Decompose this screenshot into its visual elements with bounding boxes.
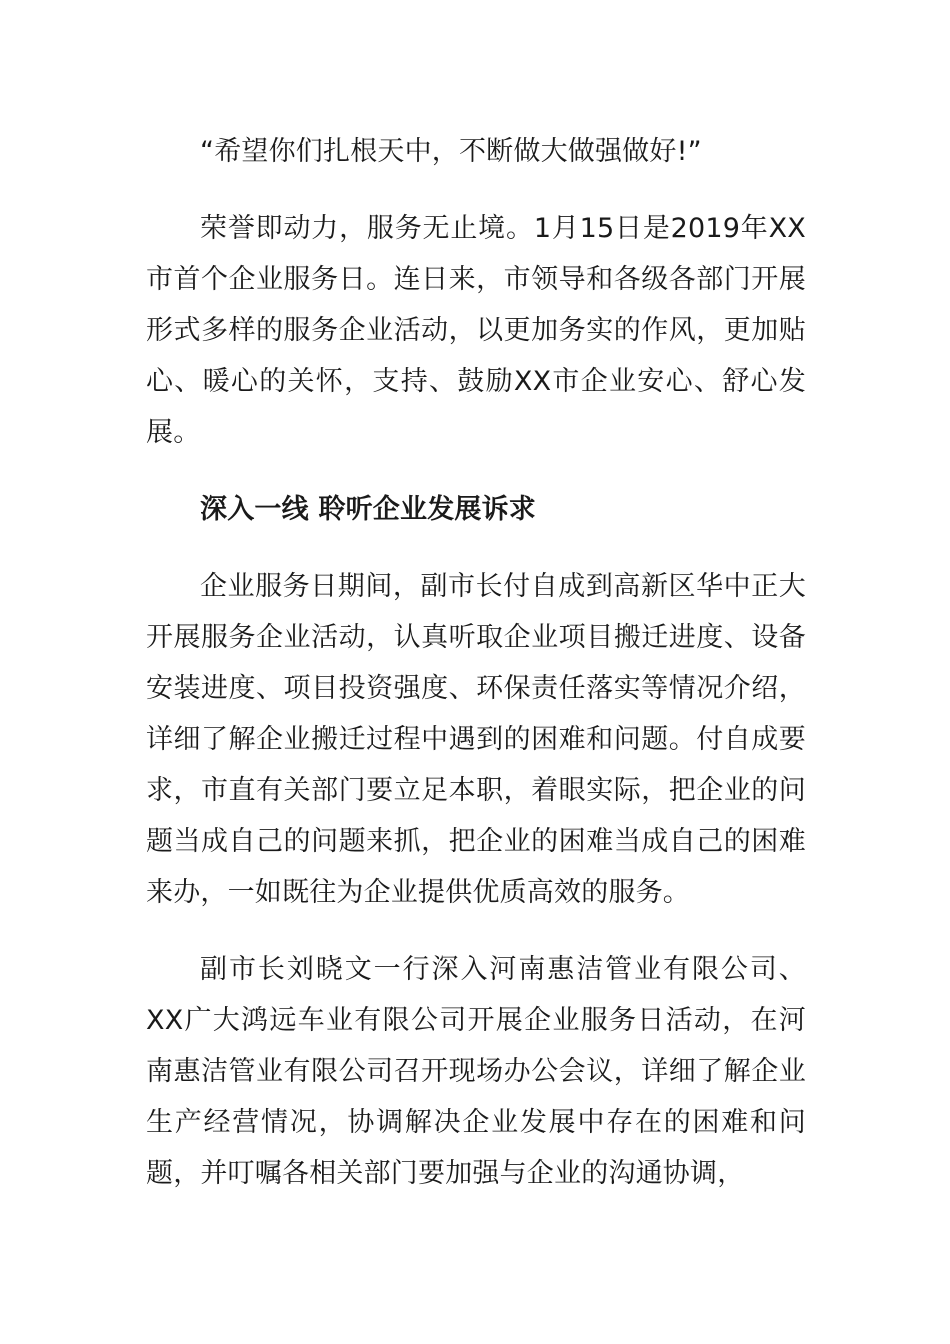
intro-paragraph: 荣誉即动力，服务无止境。1月15日是2019年XX市首个企业服务日。连日来，市领导和各级各部门开展形式多样的服务企业活动，以更加务实的作风，更加贴心、暖心的关怀，支持、鼓励XX市企业安心、舒心发展。 [146, 213, 806, 448]
body-paragraph: 副市长刘晓文一行深入河南惠洁管业有限公司、XX广大鸿远车业有限公司开展企业服务日活动，在河南惠洁管业有限公司召开现场办公会议，详细了解企业生产经营情况，协调解决企业发展中存在的困难和问题，并叮嘱各相关部门要加强与企业的沟通协调， [146, 954, 806, 1189]
quote-paragraph: “希望你们扎根天中，不断做大做强做好!” [200, 136, 702, 167]
document-body [146, 126, 806, 1225]
body-paragraph: 企业服务日期间，副市长付自成到高新区华中正大开展服务企业活动，认真听取企业项目搬迁进度、设备安装进度、项目投资强度、环保责任落实等情况介绍，详细了解企业搬迁过程中遇到的困难和问题。付自成要求，市直有关部门要立足本职，着眼实际，把企业的问题当成自己的问题来抓，把企业的困难当成自己的困难来办，一如既往为企业提供优质高效的服务。 [146, 571, 806, 908]
section-heading: 深入一线 聆听企业发展诉求 [200, 494, 536, 525]
